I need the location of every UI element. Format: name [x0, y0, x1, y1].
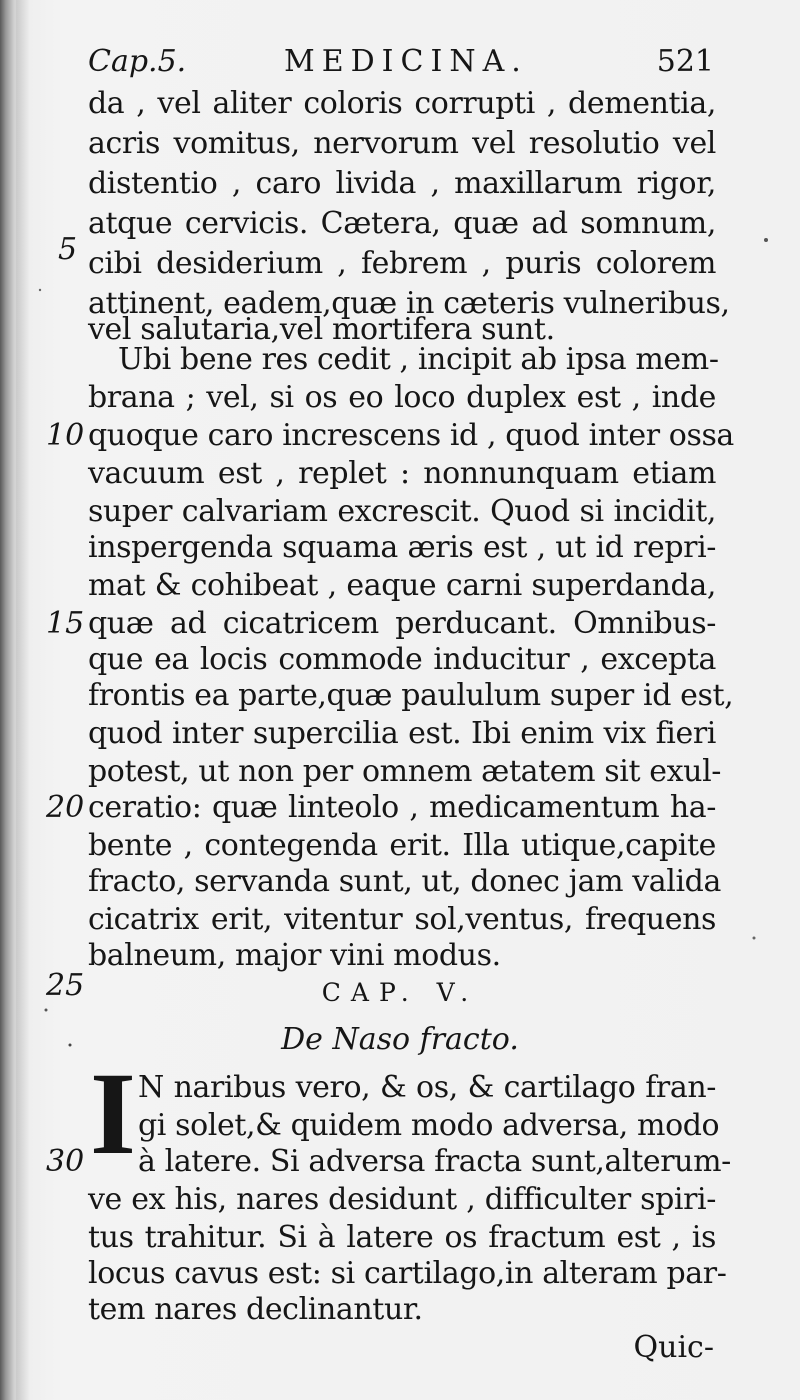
text-line: da , vel aliter coloris corrupti , dementia,	[88, 86, 716, 121]
text-line: N naribus vero, & os, & cartilago fran-	[138, 1070, 716, 1105]
line-number: 10	[46, 418, 85, 453]
text-line: balneum, major vini modus.	[88, 938, 501, 973]
running-title: MEDICINA.	[284, 44, 528, 79]
line-number: 5	[58, 232, 78, 267]
text-line: quoque caro increscens id , quod inter ossa	[88, 418, 734, 453]
text-line: acris vomitus, nervorum vel resolutio vel	[88, 126, 716, 161]
text-line: inspergenda squama æris est , ut id repri-	[88, 530, 716, 565]
text-line: ve ex his, nares desidunt , difficulter spiri-	[88, 1182, 716, 1217]
text-line: potest, ut non per omnem ætatem sit exul-	[88, 754, 721, 789]
text-line: quod inter supercilia est. Ibi enim vix fieri	[88, 716, 716, 751]
text-line: vacuum est , replet : nonnunquam etiam	[88, 456, 716, 491]
text-line: super calvariam excrescit. Quod si incidit,	[88, 494, 716, 529]
text-line: atque cervicis. Cætera, quæ ad somnum,	[88, 206, 716, 241]
chapter-reference: Cap.5.	[88, 44, 187, 79]
text-line: locus cavus est: si cartilago,in alteram par-	[88, 1256, 727, 1291]
text-line: tus trahitur. Si à latere os fractum est , is	[88, 1220, 716, 1255]
text-line: fracto, servanda sunt, ut, donec jam valida	[88, 864, 721, 899]
text-line: bente , contegenda erit. Illa utique,capite	[88, 828, 716, 863]
text-line: cibi desiderium , febrem , puris colorem	[88, 246, 716, 281]
text-line: Ubi bene res cedit , incipit ab ipsa mem-	[118, 342, 719, 377]
chapter-title: De Naso fracto.	[281, 1022, 519, 1057]
text-line: distentio , caro livida , maxillarum rigor,	[88, 166, 716, 201]
line-number: 20	[46, 790, 85, 825]
speck	[45, 1009, 48, 1012]
line-number: 25	[46, 968, 85, 1003]
text-line: brana ; vel, si os eo loco duplex est , inde	[88, 380, 716, 415]
text-line: attinent, eadem,quæ in cæteris vulneribus,	[88, 286, 730, 321]
speck	[753, 937, 756, 940]
text-line: que ea locis commode inducitur , excepta	[88, 642, 716, 677]
line-number: 30	[46, 1144, 85, 1179]
text-line: à latere. Si adversa fracta sunt,alterum-	[138, 1144, 731, 1179]
text-line: quæ ad cicatricem perducant. Omnibus-	[88, 606, 716, 641]
text-line: vel salutaria,vel mortifera sunt.	[88, 312, 555, 347]
line-number: 15	[46, 606, 85, 641]
chapter-heading: CAP. V.	[321, 978, 479, 1007]
text-line: frontis ea parte,quæ paululum super id est,	[88, 678, 734, 713]
text-line: mat & cohibeat , eaque carni superdanda,	[88, 568, 716, 603]
page-number: 521	[656, 44, 714, 79]
text-line: cicatrix erit, vitentur sol,ventus, frequens	[88, 902, 716, 937]
speck	[39, 289, 41, 291]
speck	[69, 1044, 72, 1047]
catchword: Quic-	[633, 1330, 714, 1365]
speck	[764, 238, 768, 242]
drop-cap-initial: I	[90, 1048, 136, 1179]
text-line: tem nares declinantur.	[88, 1292, 423, 1327]
text-line: ceratio: quæ linteolo , medicamentum ha-	[88, 790, 716, 825]
text-line: gi solet,& quidem modo adversa, modo	[138, 1108, 720, 1143]
